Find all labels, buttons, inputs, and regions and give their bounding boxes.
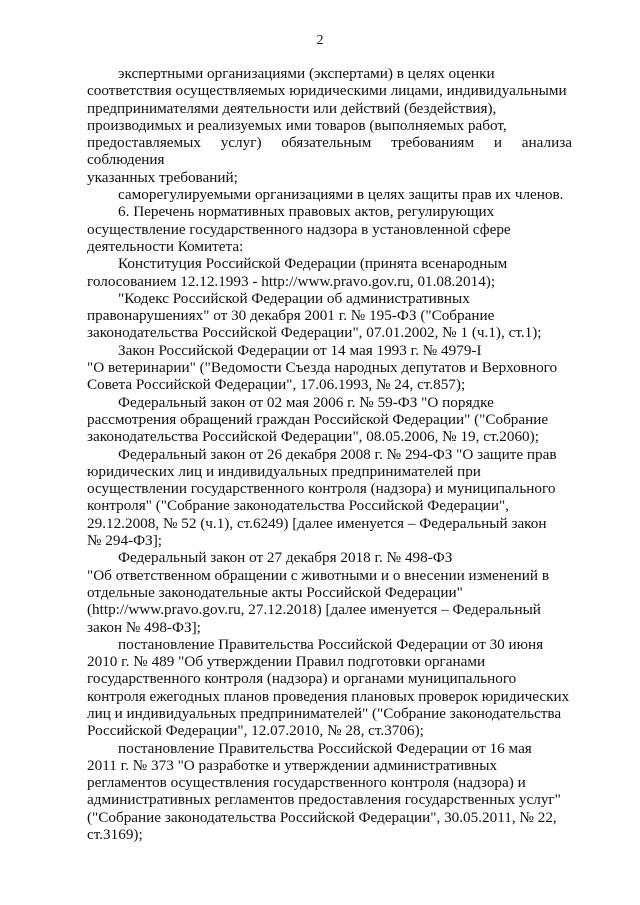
- paragraph-law-498-fz: Федеральный закон от 27 декабря 2018 г. № 498-ФЗ "Об ответственном обращении с животными и о внесении изменений в отдельные законодательные акты Российской Федерации" (http://www.pravo.gov.ru, 27.12.2018) [далее именуется – Федеральный закон № 498-ФЗ];: [87, 549, 549, 636]
- paragraph-administrative-code: "Кодекс Российской Федерации об административных правонарушениях" от 30 декабря 2001 г. № 195-ФЗ ("Собрание законодательства Российской Федерации", 07.01.2002, № 1 (ч.1), ст.1);: [87, 289, 542, 342]
- document-body: [87, 65, 572, 843]
- paragraph-self-regulatory-organizations: саморегулируемыми организациями в целях защиты прав их членов.: [118, 186, 564, 204]
- paragraph-expert-organizations: экспертными организациями (экспертами) в целях оценки соответствия осуществляемых юридическими лицами, индивидуальными предпринимателями деятельности или действий (бездействия), производимых и реализуемых ими товаров (выполняемых работ, предоставляемых услуг) обязательным требованиям и анализа соблюдения указанных требований;: [87, 65, 572, 186]
- page-number: 2: [316, 33, 324, 48]
- paragraph-section-6-heading: 6. Перечень нормативных правовых актов, регулирующих осуществление государственного надзора в установленной сфере деятельности Комитета:: [87, 203, 511, 255]
- paragraph-resolution-373: постановление Правительства Российской Федерации от 16 мая 2011 г. № 373 "О разработке и утверждении административных регламентов осуществления государственного контроля (надзора) и административных регламентов предоставления государственных услуг" ("Собрание законодательства Российской Федерации", 30.05.2011, № 22, ст.3169);: [87, 739, 561, 844]
- paragraph-constitution: Конституция Российской Федерации (принята всенародным голосованием 12.12.1993 - http://www.pravo.gov.ru, 01.08.2014);: [87, 255, 508, 290]
- paragraph-veterinary-law: Закон Российской Федерации от 14 мая 1993 г. № 4979-I "О ветеринарии" ("Ведомости Съезда народных депутатов и Верховного Совета Российской Федерации", 17.06.1993, № 24, ст.857);: [87, 341, 558, 394]
- paragraph-law-59-fz: Федеральный закон от 02 мая 2006 г. № 59-ФЗ "О порядке рассмотрения обращений граждан Российской Федерации" ("Собрание законодательства Российской Федерации", 08.05.2006, № 19, ст.2060);: [87, 393, 549, 446]
- paragraph-resolution-489: постановление Правительства Российской Федерации от 30 июня 2010 г. № 489 "Об утверждении Правил подготовки органами государственного контроля (надзора) и органами муниципального контроля ежегодных планов проведения плановых проверок юридических лиц и индивидуальных предпринимателей" ("Собрание законодательства Российской Федерации", 12.07.2010, № 28, ст.3706);: [87, 635, 570, 740]
- paragraph-law-294-fz: Федеральный закон от 26 декабря 2008 г. № 294-ФЗ "О защите прав юридических лиц и индивидуальных предпринимателей при осуществлении государственного контроля (надзора) и муниципального контроля" ("Собрание законодательства Российской Федерации", 29.12.2008, № 52 (ч.1), ст.6249) [далее именуется – Федеральный закон № 294-ФЗ];: [87, 445, 557, 550]
